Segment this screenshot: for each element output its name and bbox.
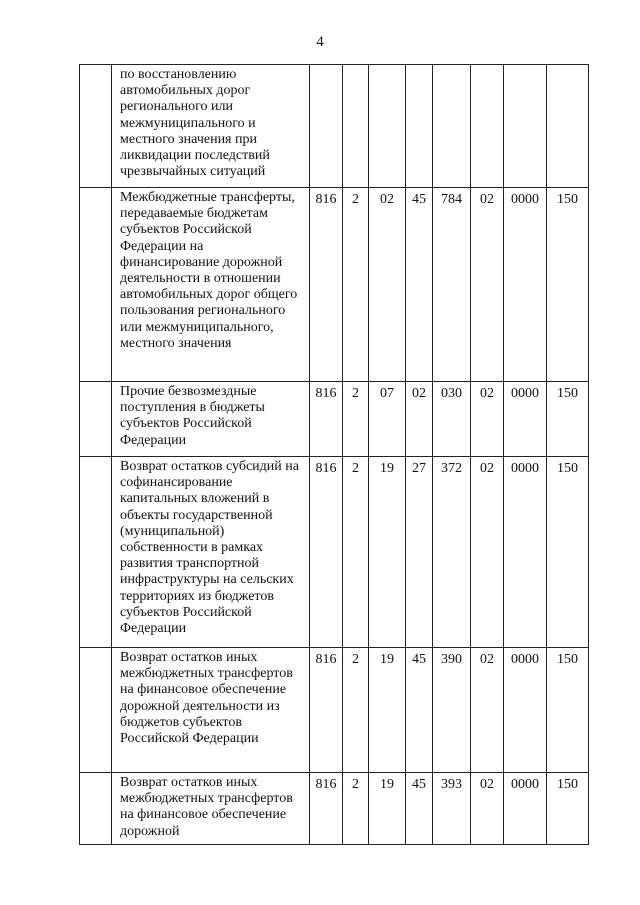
budget-codes-table xyxy=(79,64,589,845)
number-cell xyxy=(80,188,112,382)
element-code-cell: 02 xyxy=(471,648,504,773)
subarticle-code-cell: 393 xyxy=(433,773,471,845)
description-cell: Возврат остатков иных межбюджетных трансфертов на финансовое обеспечение дорожной деятельности из бюджетов субъектов Российской Федерации xyxy=(112,648,310,773)
number-cell xyxy=(80,648,112,773)
econ-code-cell: 150 xyxy=(547,382,589,457)
group-code-cell xyxy=(343,65,369,188)
econ-code-cell: 150 xyxy=(547,648,589,773)
program-code-cell: 0000 xyxy=(504,382,547,457)
article-code-cell: 45 xyxy=(406,773,433,845)
article-code-cell: 02 xyxy=(406,382,433,457)
element-code-cell: 02 xyxy=(471,382,504,457)
group-code-cell: 2 xyxy=(343,773,369,845)
description-cell: Возврат остатков иных межбюджетных трансфертов на финансовое обеспечение дорожной xyxy=(112,773,310,845)
number-cell xyxy=(80,457,112,648)
program-code-cell: 0000 xyxy=(504,648,547,773)
program-code-cell: 0000 xyxy=(504,188,547,382)
group-code-cell: 2 xyxy=(343,382,369,457)
group-code-cell: 2 xyxy=(343,457,369,648)
element-code-cell: 02 xyxy=(471,773,504,845)
subarticle-code-cell: 784 xyxy=(433,188,471,382)
admin-code-cell: 816 xyxy=(310,648,343,773)
econ-code-cell: 150 xyxy=(547,188,589,382)
program-code-cell: 0000 xyxy=(504,773,547,845)
description-cell: Возврат остатков субсидий на софинансирование капитальных вложений в объекты государственной (муниципальной) собственности в рамках развития транспортной инфраструктуры на сельских территориях из бюджетов субъектов Российской Федерации xyxy=(112,457,310,648)
table-row xyxy=(80,65,589,188)
subarticle-code-cell xyxy=(433,65,471,188)
subgroup-code-cell: 07 xyxy=(369,382,406,457)
number-cell xyxy=(80,773,112,845)
table-row xyxy=(80,382,589,457)
econ-code-cell: 150 xyxy=(547,773,589,845)
group-code-cell: 2 xyxy=(343,188,369,382)
program-code-cell xyxy=(504,65,547,188)
admin-code-cell xyxy=(310,65,343,188)
subarticle-code-cell: 372 xyxy=(433,457,471,648)
table-row xyxy=(80,773,589,845)
description-cell: по восстановлению автомобильных дорог регионального или межмуниципального и местного значения при ликвидации последствий чрезвычайных ситуаций xyxy=(112,65,310,188)
subgroup-code-cell: 19 xyxy=(369,773,406,845)
table-row xyxy=(80,457,589,648)
article-code-cell xyxy=(406,65,433,188)
element-code-cell xyxy=(471,65,504,188)
number-cell xyxy=(80,382,112,457)
econ-code-cell: 150 xyxy=(547,457,589,648)
subgroup-code-cell xyxy=(369,65,406,188)
group-code-cell: 2 xyxy=(343,648,369,773)
number-cell xyxy=(80,65,112,188)
description-cell: Прочие безвозмездные поступления в бюджеты субъектов Российской Федерации xyxy=(112,382,310,457)
subgroup-code-cell: 19 xyxy=(369,648,406,773)
table-row xyxy=(80,188,589,382)
admin-code-cell: 816 xyxy=(310,457,343,648)
admin-code-cell: 816 xyxy=(310,382,343,457)
article-code-cell: 45 xyxy=(406,648,433,773)
subarticle-code-cell: 390 xyxy=(433,648,471,773)
description-cell: Межбюджетные трансферты, передаваемые бюджетам субъектов Российской Федерации на финансирование дорожной деятельности в отношении автомобильных дорог общего пользования регионального или межмуниципального, местного значения xyxy=(112,188,310,382)
admin-code-cell: 816 xyxy=(310,188,343,382)
subgroup-code-cell: 02 xyxy=(369,188,406,382)
table-row xyxy=(80,648,589,773)
element-code-cell: 02 xyxy=(471,188,504,382)
admin-code-cell: 816 xyxy=(310,773,343,845)
element-code-cell: 02 xyxy=(471,457,504,648)
article-code-cell: 45 xyxy=(406,188,433,382)
program-code-cell: 0000 xyxy=(504,457,547,648)
subarticle-code-cell: 030 xyxy=(433,382,471,457)
subgroup-code-cell: 19 xyxy=(369,457,406,648)
econ-code-cell xyxy=(547,65,589,188)
article-code-cell: 27 xyxy=(406,457,433,648)
page-number: 4 xyxy=(316,34,324,50)
